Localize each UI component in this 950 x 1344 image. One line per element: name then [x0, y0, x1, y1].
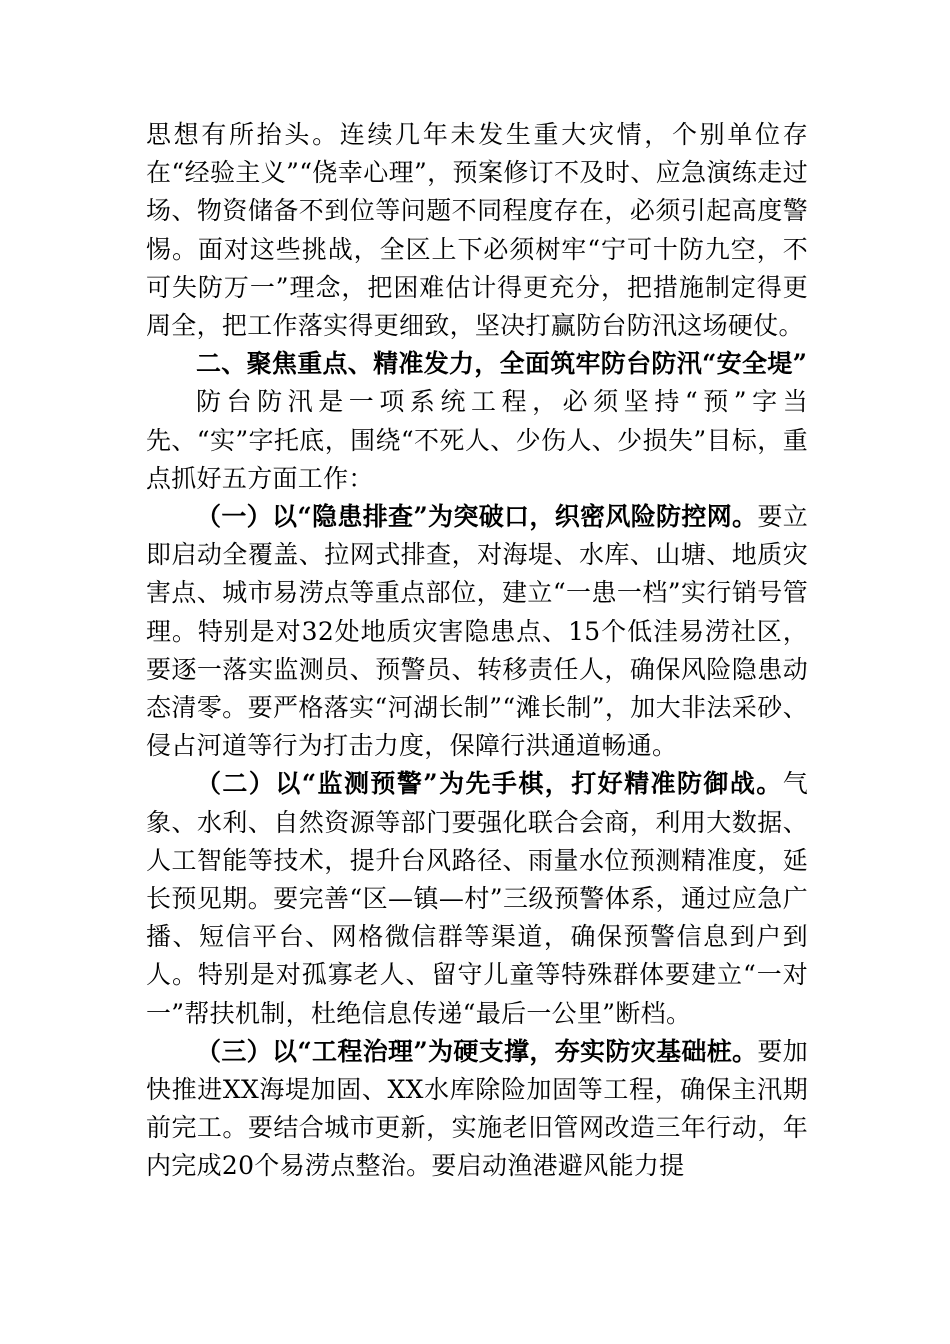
item-2-lead: （二）以“监测预警”为先手棋，打好精准防御战。: [196, 769, 783, 799]
item-1-body: 要立即启动全覆盖、拉网式排查，对海堤、水库、山塘、地质灾害点、城市易涝点等重点部位，建立“一患一档”实行销号管理。特别是对32处地质灾害隐患点、15个低洼易涝社区，要逐一落实监测员、预警员、转移责任人，确保风险隐患动态清零。要严格落实“河湖长制”“滩长制”，加大非法采砂、侵占河道等行为打击力度，保障行洪通道畅通。: [146, 502, 808, 761]
list-item-2: [146, 765, 808, 1032]
list-item-3: [146, 1033, 808, 1186]
item-2-body: 气象、水利、自然资源等部门要强化联合会商，利用大数据、人工智能等技术，提升台风路径、雨量水位预测精准度，延长预见期。要完善“区—镇—村”三级预警体系，通过应急广播、短信平台、网格微信群等渠道，确保预警信息到户到人。特别是对孤寡老人、留守儿童等特殊群体要建立“一对一”帮扶机制，杜绝信息传递“最后一公里”断档。: [146, 769, 808, 1028]
paragraph-continuation: 思想有所抬头。连续几年未发生重大灾情，个别单位存在“经验主义”“侥幸心理”，预案修订不及时、应急演练走过场、物资储备不到位等问题不同程度存在，必须引起高度警惕。面对这些挑战，全区上下必须树牢“宁可十防九空，不可失防万一”理念，把困难估计得更充分，把措施制定得更周全，把工作落实得更细致，坚决打赢防台防汛这场硬仗。: [146, 120, 808, 341]
section-heading: 二、聚焦重点、精准发力，全面筑牢防台防汛“安全堤”: [196, 349, 808, 379]
item-1-lead: （一）以“隐患排查”为突破口，织密风险防控网。: [196, 502, 758, 532]
list-item-1: [146, 498, 808, 765]
item-3-lead: （三）以“工程治理”为硬支撑，夯实防灾基础桩。: [196, 1036, 758, 1066]
section-intro: 防台防汛是一项系统工程，必须坚持“预”字当先、“实”字托底，围绕“不死人、少伤人、少损失”目标，重点抓好五方面工作：: [146, 387, 808, 493]
document-body: [146, 116, 808, 1186]
item-3-body: 要加快推进XX海堤加固、XX水库除险加固等工程，确保主汛期前完工。要结合城市更新，实施老旧管网改造三年行动，年内完成20个易涝点整治。要启动渔港避风能力提: [146, 1036, 808, 1181]
